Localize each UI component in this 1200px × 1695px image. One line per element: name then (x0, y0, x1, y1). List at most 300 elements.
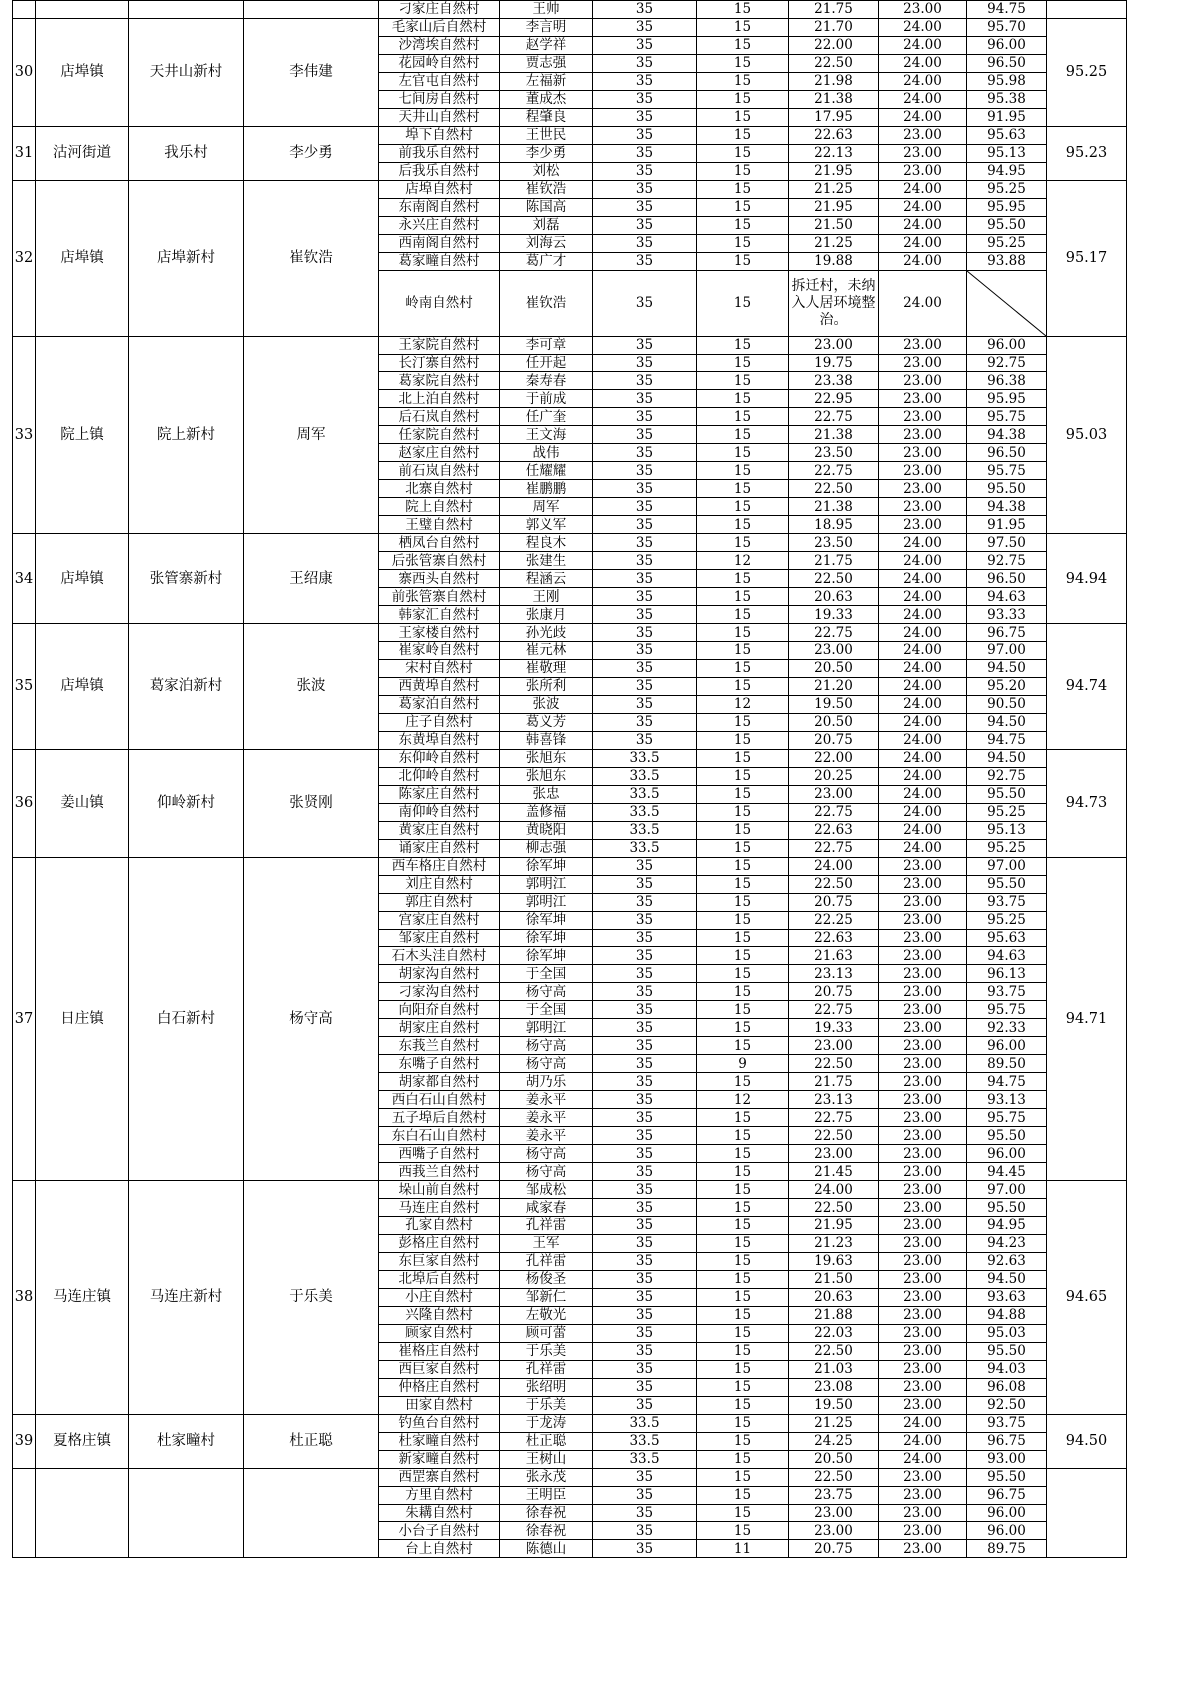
village-leader-name: 于前成 (500, 390, 593, 408)
score-a: 35 (593, 965, 697, 983)
score-b: 15 (697, 18, 789, 36)
score-d: 24.00 (879, 803, 967, 821)
score-b: 15 (697, 1324, 789, 1342)
new-village-name: 天井山新村 (129, 18, 244, 126)
score-d: 23.00 (879, 1270, 967, 1288)
score-b: 15 (697, 1396, 789, 1414)
natural-village-name: 宫家庄自然村 (379, 911, 500, 929)
natural-village-name: 七间房自然村 (379, 90, 500, 108)
score-c: 22.50 (789, 1199, 879, 1217)
score-b: 15 (697, 1414, 789, 1432)
village-leader-name: 张绍明 (500, 1378, 593, 1396)
natural-village-name: 葛家院自然村 (379, 372, 500, 390)
village-leader-name: 任开起 (500, 354, 593, 372)
score-b: 15 (697, 929, 789, 947)
row-total: 94.38 (967, 498, 1047, 516)
row-total: 94.38 (967, 426, 1047, 444)
score-c: 23.13 (789, 965, 879, 983)
village-leader-name: 韩喜锋 (500, 731, 593, 749)
row-total: 94.50 (967, 749, 1047, 767)
score-c: 21.70 (789, 18, 879, 36)
village-leader-name: 程涵云 (500, 570, 593, 588)
score-c: 22.03 (789, 1324, 879, 1342)
score-b: 15 (697, 588, 789, 606)
score-d: 24.00 (879, 552, 967, 570)
score-a: 33.5 (593, 821, 697, 839)
score-a: 35 (593, 1378, 697, 1396)
score-d: 23.00 (879, 1127, 967, 1145)
score-d: 23.00 (879, 911, 967, 929)
score-b: 15 (697, 1270, 789, 1288)
village-leader-name: 刘海云 (500, 234, 593, 252)
score-a: 35 (593, 90, 697, 108)
natural-village-name: 陈家庄自然村 (379, 785, 500, 803)
natural-village-name: 店埠自然村 (379, 180, 500, 198)
score-a: 35 (593, 731, 697, 749)
score-a: 35 (593, 498, 697, 516)
score-a: 35 (593, 516, 697, 534)
village-leader-name: 张旭东 (500, 749, 593, 767)
score-c: 19.50 (789, 1396, 879, 1414)
village-leader-name: 程肇良 (500, 108, 593, 126)
score-c: 20.75 (789, 893, 879, 911)
score-a: 35 (593, 695, 697, 713)
score-a: 35 (593, 659, 697, 677)
score-a: 35 (593, 1540, 697, 1558)
group-average-score: 95.25 (1047, 18, 1127, 126)
demolition-note: 拆迁村，未纳入人居环境整治。 (789, 270, 879, 336)
score-b: 15 (697, 1252, 789, 1270)
score-a: 35 (593, 929, 697, 947)
village-leader-name: 李可章 (500, 336, 593, 354)
score-a: 35 (593, 1181, 697, 1199)
village-leader-name: 盖修福 (500, 803, 593, 821)
score-d: 23.00 (879, 1073, 967, 1091)
group-average-score (1047, 1468, 1127, 1558)
village-leader-name: 于乐美 (500, 1342, 593, 1360)
score-a: 35 (593, 1199, 697, 1217)
score-a: 35 (593, 1, 697, 19)
score-b: 9 (697, 1055, 789, 1073)
village-leader-name: 贾志强 (500, 54, 593, 72)
score-d: 23.00 (879, 1324, 967, 1342)
score-b: 15 (697, 126, 789, 144)
score-d: 23.00 (879, 390, 967, 408)
village-leader-name: 徐春祝 (500, 1504, 593, 1522)
town-name: 店埠镇 (36, 180, 129, 336)
score-d: 24.00 (879, 18, 967, 36)
village-leader-name: 赵学祥 (500, 36, 593, 54)
score-a: 35 (593, 1468, 697, 1486)
score-a: 35 (593, 1127, 697, 1145)
score-c: 21.38 (789, 498, 879, 516)
score-c: 20.75 (789, 983, 879, 1001)
row-total: 91.95 (967, 108, 1047, 126)
score-d: 24.00 (879, 659, 967, 677)
score-d: 24.00 (879, 767, 967, 785)
score-b: 15 (697, 1145, 789, 1163)
score-b: 15 (697, 1522, 789, 1540)
score-d: 23.00 (879, 1217, 967, 1235)
score-a: 33.5 (593, 785, 697, 803)
village-leader-name: 胡乃乐 (500, 1073, 593, 1091)
group-leader-name: 崔钦浩 (244, 180, 379, 336)
score-b: 15 (697, 1504, 789, 1522)
score-a: 35 (593, 911, 697, 929)
natural-village-name: 寨西头自然村 (379, 570, 500, 588)
row-total: 94.63 (967, 947, 1047, 965)
natural-village-name: 西南阁自然村 (379, 234, 500, 252)
score-a: 35 (593, 1342, 697, 1360)
natural-village-name: 韩家汇自然村 (379, 606, 500, 624)
score-b: 15 (697, 480, 789, 498)
score-b: 15 (697, 677, 789, 695)
score-b: 15 (697, 90, 789, 108)
score-d: 23.00 (879, 1306, 967, 1324)
score-d: 24.00 (879, 570, 967, 588)
row-total: 96.08 (967, 1378, 1047, 1396)
score-c: 22.63 (789, 821, 879, 839)
row-total: 94.95 (967, 1217, 1047, 1235)
score-d: 23.00 (879, 1378, 967, 1396)
score-c: 21.50 (789, 1270, 879, 1288)
natural-village-name: 五子埠后自然村 (379, 1109, 500, 1127)
row-total: 95.50 (967, 1342, 1047, 1360)
row-total: 92.75 (967, 354, 1047, 372)
group-number: 38 (13, 1181, 36, 1415)
score-b: 15 (697, 1109, 789, 1127)
new-village-name: 白石新村 (129, 857, 244, 1180)
village-leader-name: 崔敬理 (500, 659, 593, 677)
score-a: 35 (593, 126, 697, 144)
village-leader-name: 张忠 (500, 785, 593, 803)
row-total: 95.63 (967, 126, 1047, 144)
score-c: 21.95 (789, 162, 879, 180)
row-total: 93.33 (967, 606, 1047, 624)
new-village-name: 张管寨新村 (129, 534, 244, 624)
score-b: 15 (697, 893, 789, 911)
score-c: 20.25 (789, 767, 879, 785)
score-b: 15 (697, 444, 789, 462)
score-b: 15 (697, 108, 789, 126)
score-b: 15 (697, 1306, 789, 1324)
score-c: 22.75 (789, 1001, 879, 1019)
score-c: 20.50 (789, 713, 879, 731)
score-b: 15 (697, 408, 789, 426)
score-a: 35 (593, 983, 697, 1001)
score-d: 23.00 (879, 462, 967, 480)
natural-village-name: 任家院自然村 (379, 426, 500, 444)
score-b: 11 (697, 1540, 789, 1558)
natural-village-name: 向阳夼自然村 (379, 1001, 500, 1019)
village-leader-name: 郭明江 (500, 875, 593, 893)
score-b: 15 (697, 803, 789, 821)
score-d: 24.00 (879, 234, 967, 252)
natural-village-name: 刁家庄自然村 (379, 1, 500, 19)
row-total: 95.13 (967, 144, 1047, 162)
score-b: 15 (697, 198, 789, 216)
table-row (13, 857, 1127, 875)
score-d: 23.00 (879, 426, 967, 444)
village-leader-name: 咸家春 (500, 1199, 593, 1217)
table-row (13, 1468, 1127, 1486)
score-a: 35 (593, 606, 697, 624)
score-d: 23.00 (879, 1109, 967, 1127)
score-a: 35 (593, 252, 697, 270)
village-leader-name: 徐军坤 (500, 911, 593, 929)
score-a: 35 (593, 570, 697, 588)
score-b: 15 (697, 426, 789, 444)
row-total: 93.63 (967, 1288, 1047, 1306)
village-leader-name: 崔鹏鹏 (500, 480, 593, 498)
score-a: 35 (593, 677, 697, 695)
score-c: 23.00 (789, 1037, 879, 1055)
natural-village-name: 后张管寨自然村 (379, 552, 500, 570)
row-total: 90.50 (967, 695, 1047, 713)
village-leader-name: 王军 (500, 1234, 593, 1252)
table-row (13, 749, 1127, 767)
score-d: 23.00 (879, 372, 967, 390)
row-total: 95.70 (967, 18, 1047, 36)
score-c: 22.50 (789, 1468, 879, 1486)
score-d: 23.00 (879, 1037, 967, 1055)
score-c: 21.38 (789, 90, 879, 108)
group-average-score: 94.73 (1047, 749, 1127, 857)
group-leader-name: 李伟建 (244, 18, 379, 126)
score-d: 23.00 (879, 965, 967, 983)
natural-village-name: 西白石山自然村 (379, 1091, 500, 1109)
natural-village-name: 邹家庄自然村 (379, 929, 500, 947)
score-c: 21.45 (789, 1163, 879, 1181)
score-b: 15 (697, 857, 789, 875)
score-b: 15 (697, 144, 789, 162)
natural-village-name: 田家自然村 (379, 1396, 500, 1414)
score-a: 33.5 (593, 803, 697, 821)
score-d: 24.00 (879, 713, 967, 731)
score-b: 15 (697, 1001, 789, 1019)
score-c: 22.63 (789, 929, 879, 947)
village-leader-name: 于全国 (500, 965, 593, 983)
score-c: 20.50 (789, 659, 879, 677)
row-total: 95.13 (967, 821, 1047, 839)
row-total: 96.50 (967, 570, 1047, 588)
score-b: 12 (697, 695, 789, 713)
score-b: 15 (697, 624, 789, 642)
score-d: 23.00 (879, 857, 967, 875)
score-d: 24.00 (879, 270, 967, 336)
score-b: 15 (697, 1019, 789, 1037)
natural-village-name: 钓鱼台自然村 (379, 1414, 500, 1432)
natural-village-name: 埠下自然村 (379, 126, 500, 144)
village-leader-name: 陈德山 (500, 1540, 593, 1558)
natural-village-name: 院上自然村 (379, 498, 500, 516)
village-leader-name: 徐军坤 (500, 857, 593, 875)
natural-village-name: 郭庄自然村 (379, 893, 500, 911)
score-c: 22.75 (789, 408, 879, 426)
group-leader-name: 杨守高 (244, 857, 379, 1180)
score-c: 22.50 (789, 570, 879, 588)
score-c: 21.95 (789, 1217, 879, 1235)
natural-village-name: 彭格庄自然村 (379, 1234, 500, 1252)
score-c: 23.00 (789, 642, 879, 660)
score-a: 35 (593, 336, 697, 354)
score-d: 23.00 (879, 516, 967, 534)
natural-village-name: 新家疃自然村 (379, 1450, 500, 1468)
score-b: 15 (697, 965, 789, 983)
row-total: 92.63 (967, 1252, 1047, 1270)
row-total: 95.50 (967, 480, 1047, 498)
score-b: 15 (697, 570, 789, 588)
row-total: 95.98 (967, 72, 1047, 90)
group-leader-name: 于乐美 (244, 1181, 379, 1415)
score-d: 23.00 (879, 1163, 967, 1181)
group-leader-name: 张贤刚 (244, 749, 379, 857)
table-row (13, 624, 1127, 642)
village-leader-name: 程良木 (500, 534, 593, 552)
score-a: 35 (593, 1109, 697, 1127)
score-c: 21.50 (789, 216, 879, 234)
town-name: 院上镇 (36, 336, 129, 534)
score-c: 21.63 (789, 947, 879, 965)
table-row (13, 18, 1127, 36)
village-leader-name: 左福新 (500, 72, 593, 90)
score-c: 22.25 (789, 911, 879, 929)
group-leader-name: 王绍康 (244, 534, 379, 624)
village-leader-name: 张旭东 (500, 767, 593, 785)
score-a: 35 (593, 534, 697, 552)
town-name: 店埠镇 (36, 624, 129, 750)
row-total: 95.75 (967, 1109, 1047, 1127)
natural-village-name: 东黄埠自然村 (379, 731, 500, 749)
score-d: 23.00 (879, 893, 967, 911)
village-leader-name: 柳志强 (500, 839, 593, 857)
score-d: 23.00 (879, 1234, 967, 1252)
score-a: 35 (593, 426, 697, 444)
score-b: 15 (697, 270, 789, 336)
village-leader-name: 姜永平 (500, 1109, 593, 1127)
natural-village-name: 栖凤台自然村 (379, 534, 500, 552)
village-leader-name: 王树山 (500, 1450, 593, 1468)
town-name (36, 1, 129, 19)
new-village-name (129, 1468, 244, 1558)
score-c: 24.00 (789, 857, 879, 875)
group-average-score: 94.94 (1047, 534, 1127, 624)
row-total: 97.00 (967, 857, 1047, 875)
village-leader-name: 杨守高 (500, 1145, 593, 1163)
row-total: 96.00 (967, 1522, 1047, 1540)
score-d: 24.00 (879, 624, 967, 642)
natural-village-name: 前我乐自然村 (379, 144, 500, 162)
score-c: 19.88 (789, 252, 879, 270)
score-b: 15 (697, 336, 789, 354)
score-d: 24.00 (879, 90, 967, 108)
score-c: 21.25 (789, 1414, 879, 1432)
score-d: 24.00 (879, 198, 967, 216)
row-total: 95.50 (967, 1127, 1047, 1145)
village-leader-name: 周军 (500, 498, 593, 516)
row-total: 96.50 (967, 444, 1047, 462)
group-average-score: 94.71 (1047, 857, 1127, 1180)
row-total: 97.00 (967, 1181, 1047, 1199)
natural-village-name: 刁家沟自然村 (379, 983, 500, 1001)
town-name: 店埠镇 (36, 534, 129, 624)
village-leader-name: 孔祥雷 (500, 1217, 593, 1235)
row-total: 95.25 (967, 180, 1047, 198)
new-village-name: 马连庄新村 (129, 1181, 244, 1415)
score-c: 22.50 (789, 54, 879, 72)
village-leader-name: 孔祥雷 (500, 1252, 593, 1270)
village-leader-name: 王刚 (500, 588, 593, 606)
natural-village-name: 崔格庄自然村 (379, 1342, 500, 1360)
row-total: 94.75 (967, 1, 1047, 19)
village-leader-name: 张所利 (500, 677, 593, 695)
village-score-table (12, 0, 1127, 1558)
score-a: 35 (593, 198, 697, 216)
row-total: 95.50 (967, 1199, 1047, 1217)
score-d: 23.00 (879, 1019, 967, 1037)
village-leader-name: 于乐美 (500, 1396, 593, 1414)
score-b: 15 (697, 1288, 789, 1306)
score-b: 15 (697, 749, 789, 767)
score-d: 24.00 (879, 642, 967, 660)
natural-village-name: 左官屯自然村 (379, 72, 500, 90)
natural-village-name: 东白石山自然村 (379, 1127, 500, 1145)
town-name: 马连庄镇 (36, 1181, 129, 1415)
village-leader-name: 董成杰 (500, 90, 593, 108)
score-b: 15 (697, 1073, 789, 1091)
group-leader-name (244, 1468, 379, 1558)
score-c: 23.08 (789, 1378, 879, 1396)
new-village-name: 院上新村 (129, 336, 244, 534)
score-a: 35 (593, 18, 697, 36)
natural-village-name: 刘庄自然村 (379, 875, 500, 893)
score-d: 24.00 (879, 695, 967, 713)
natural-village-name: 顾家自然村 (379, 1324, 500, 1342)
row-total: 95.03 (967, 1324, 1047, 1342)
row-total: 91.95 (967, 516, 1047, 534)
natural-village-name: 北仰岭自然村 (379, 767, 500, 785)
group-number: 37 (13, 857, 36, 1180)
natural-village-name: 胡家沟自然村 (379, 965, 500, 983)
row-total: 94.45 (967, 1163, 1047, 1181)
score-d: 23.00 (879, 1, 967, 19)
village-leader-name: 黄晓阳 (500, 821, 593, 839)
score-b: 15 (697, 785, 789, 803)
score-d: 23.00 (879, 408, 967, 426)
score-d: 23.00 (879, 1055, 967, 1073)
town-name (36, 1468, 129, 1558)
natural-village-name: 毛家山后自然村 (379, 18, 500, 36)
row-total: 93.75 (967, 1414, 1047, 1432)
score-b: 15 (697, 1468, 789, 1486)
score-a: 35 (593, 713, 697, 731)
natural-village-name: 东巨家自然村 (379, 1252, 500, 1270)
score-a: 35 (593, 1163, 697, 1181)
village-leader-name: 张永茂 (500, 1468, 593, 1486)
row-total: 94.88 (967, 1306, 1047, 1324)
natural-village-name: 北上泊自然村 (379, 390, 500, 408)
score-a: 35 (593, 354, 697, 372)
score-d: 23.00 (879, 1360, 967, 1378)
table-row (13, 126, 1127, 144)
no-total-cell (967, 270, 1047, 336)
score-c: 23.00 (789, 1145, 879, 1163)
village-leader-name: 左敬光 (500, 1306, 593, 1324)
score-b: 15 (697, 516, 789, 534)
score-a: 35 (593, 1234, 697, 1252)
row-total: 96.00 (967, 1037, 1047, 1055)
natural-village-name: 胡家庄自然村 (379, 1019, 500, 1037)
